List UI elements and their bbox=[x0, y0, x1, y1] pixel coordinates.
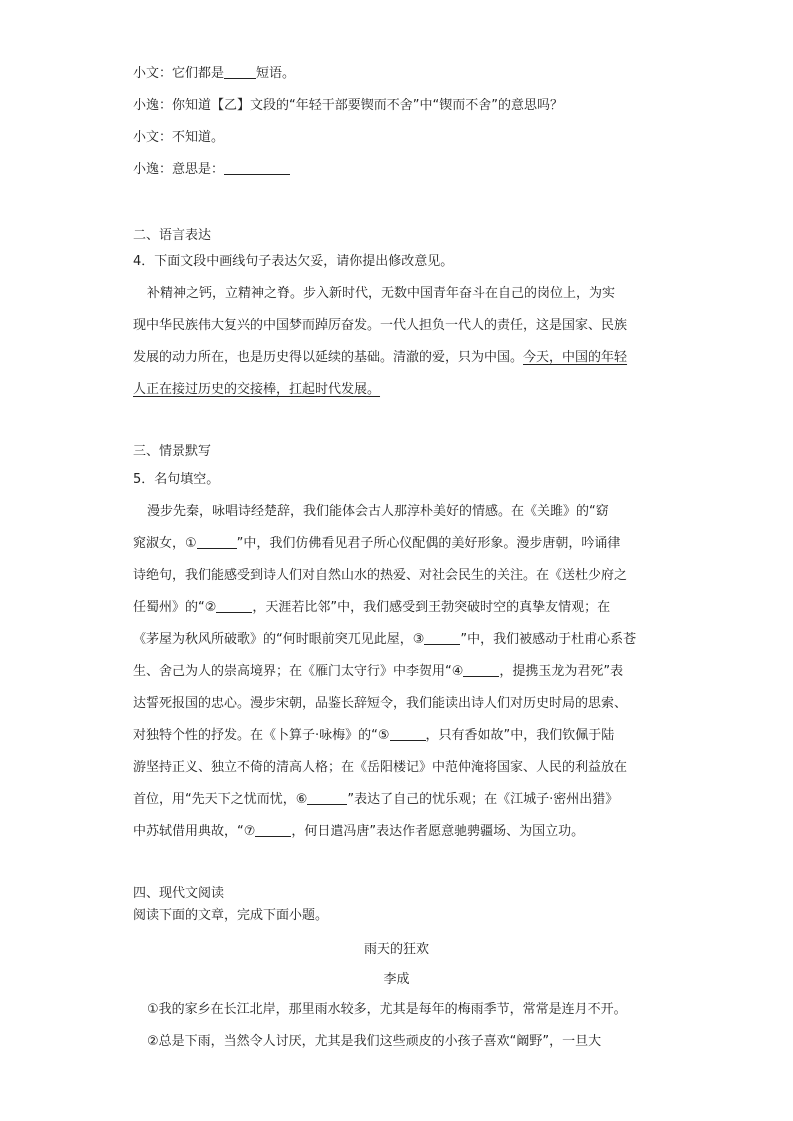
passage-line: 现中华民族伟大复兴的中国梦而踔厉奋发。一代人担负一代人的责任，这是国家、民族 bbox=[133, 318, 628, 333]
article-paragraph: ①我的家乡在长江北岸，那里雨水较多，尤其是每年的梅雨季节，常常是连月不开。 bbox=[147, 1002, 627, 1017]
passage-line: 诗绝句，我们能感受到诗人们对自然山水的热爱、对社会民生的关注。在《送杜少府之 bbox=[133, 568, 628, 583]
passage-text: 发展的动力所在，也是历史得以延续的基础。清澈的爱，只为中国。 bbox=[133, 350, 524, 365]
passage-text: ，何日遣冯唐”表达作者愿意驰骋疆场、为国立功。 bbox=[291, 824, 585, 839]
blank-underline bbox=[463, 662, 499, 677]
blank-underline bbox=[390, 726, 426, 741]
passage-text: 首位，用“先天下之忧而忧， bbox=[133, 792, 296, 807]
blank-underline bbox=[424, 630, 460, 645]
passage-line bbox=[133, 822, 666, 842]
passage-line: 游坚持正义、独立不倚的清高人格；在《岳阳楼记》中范仲淹将国家、人民的利益放在 bbox=[133, 760, 628, 775]
passage-text: 生、舍己为人的崇高境界；在《雁门太守行》中李贺用“ bbox=[133, 664, 452, 679]
passage-text: 任蜀州》的“ bbox=[133, 600, 205, 615]
passage-line bbox=[133, 726, 666, 746]
underlined-sentence: 人正在接过历史的交接棒，扛起时代发展。 bbox=[133, 382, 381, 397]
passage-text: 中苏轼借用典故，“ bbox=[133, 824, 244, 839]
article-title: 雨天的狂欢 bbox=[363, 942, 429, 957]
blank-underline bbox=[224, 160, 290, 175]
passage-line bbox=[133, 662, 666, 682]
blank-number: ⑤ bbox=[377, 728, 390, 743]
passage-line bbox=[133, 380, 666, 400]
blank-underline bbox=[255, 822, 291, 837]
blank-underline bbox=[224, 64, 256, 79]
passage-line bbox=[133, 534, 666, 554]
passage-text: ”中，我们被感动于杜甫心系苍 bbox=[460, 632, 637, 647]
underlined-sentence: 今天，中国的年轻 bbox=[523, 350, 628, 365]
question-4: 4．下面文段中画线句子表达欠妥，请你提出修改意见。 bbox=[133, 254, 454, 269]
passage-line: 漫步先秦，咏唱诗经楚辞，我们能体会古人那淳朴美好的情感。在《关雎》的“窈 bbox=[147, 504, 609, 519]
passage-line bbox=[133, 630, 666, 650]
passage-text: ，只有香如故”中，我们钦佩于陆 bbox=[425, 728, 615, 743]
article-paragraph: ②总是下雨，当然令人讨厌，尤其是我们这些顽皮的小孩子喜欢“阚野”，一旦大 bbox=[147, 1034, 602, 1049]
blank-number: ④ bbox=[451, 664, 464, 679]
blank-underline bbox=[216, 598, 252, 613]
dialogue-line-3: 小文：不知道。 bbox=[133, 130, 225, 145]
blank-underline bbox=[307, 790, 347, 805]
article-author: 李成 bbox=[383, 972, 410, 987]
dialogue-text: 小文：它们都是 bbox=[133, 66, 225, 81]
dialogue-text: 短语。 bbox=[256, 66, 296, 81]
dialogue-line-4 bbox=[133, 160, 290, 180]
passage-line bbox=[133, 348, 666, 368]
passage-line bbox=[133, 598, 666, 618]
blank-underline bbox=[197, 534, 237, 549]
dialogue-line-1 bbox=[133, 64, 295, 84]
passage-text: ”中，我们仿佛看见君子所心仪配偶的美好形象。漫步唐朝，吟诵律 bbox=[236, 536, 621, 551]
blank-number: ② bbox=[204, 600, 217, 615]
passage-line: 补精神之钙，立精神之脊。步入新时代，无数中国青年奋斗在自己的岗位上，为实 bbox=[147, 286, 616, 301]
passage-text: ，天涯若比邻”中，我们感受到王勃突破时空的真挚友情观；在 bbox=[252, 600, 611, 615]
passage-line: 达誓死报国的忠心。漫步宋朝，品鉴长辞短令，我们能读出诗人们对历史时局的思索、 bbox=[133, 696, 628, 711]
section-heading: 四、现代文阅读 bbox=[133, 886, 225, 901]
passage-text: 《茅屋为秋风所破歌》的“何时眼前突兀见此屋， bbox=[133, 632, 413, 647]
passage-text: ”表达了自己的忧乐观；在《江城子·密州出猎》 bbox=[347, 792, 619, 807]
question-5: 5．名句填空。 bbox=[133, 472, 220, 487]
blank-number: ③ bbox=[412, 632, 425, 647]
dialogue-line-2: 小逸：你知道【乙】文段的“年轻干部要锲而不舍”中“锲而不舍”的意思吗？ bbox=[133, 98, 563, 113]
section-heading: 二、语言表达 bbox=[133, 228, 212, 243]
passage-line bbox=[133, 790, 666, 810]
passage-text: ，提携玉龙为君死”表 bbox=[499, 664, 624, 679]
section-heading: 三、情景默写 bbox=[133, 444, 212, 459]
dialogue-text: 小逸：意思是： bbox=[133, 162, 225, 177]
reading-intro: 阅读下面的文章，完成下面小题。 bbox=[133, 908, 329, 923]
blank-number: ① bbox=[185, 536, 197, 551]
blank-number: ⑥ bbox=[295, 792, 308, 807]
passage-text: 对独特个性的抒发。在《卜算子·咏梅》的“ bbox=[133, 728, 378, 743]
passage-text: 窕淑女， bbox=[133, 536, 186, 551]
blank-number: ⑦ bbox=[243, 824, 256, 839]
